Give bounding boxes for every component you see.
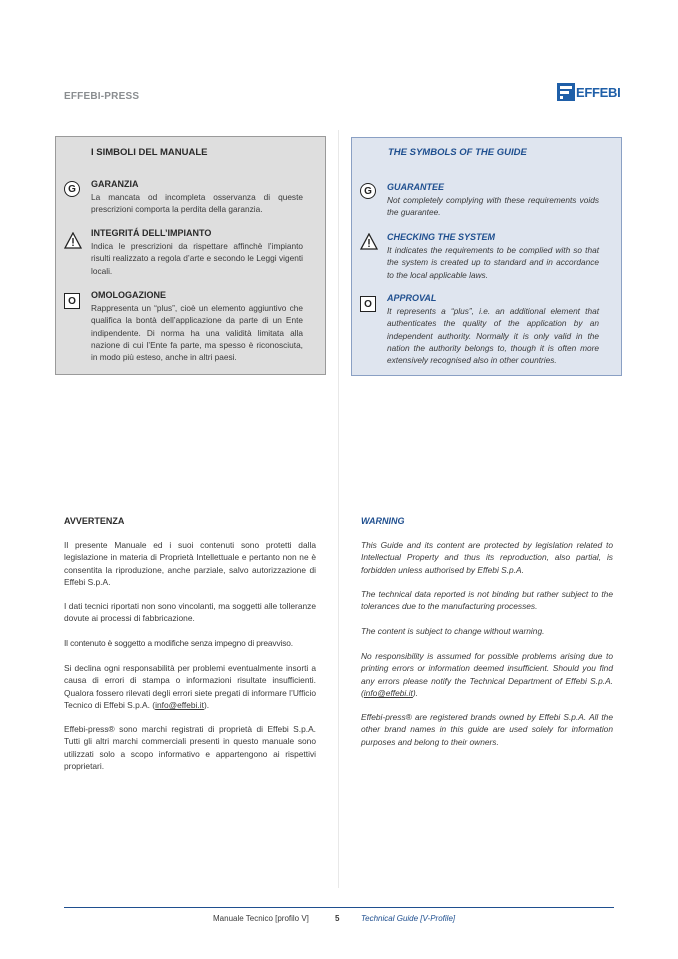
symbol-text: Rappresenta un “plus”, cioè un elemento aggiuntivo che qualifica la bontà dell’applicazione da parte di un Ente indipendente. Di norma ha una validità limitata alla nazione di cui l’Ente fa parte, ma spesso è riconosciuta, in modo più esteso, anche in altri paesi. (91, 303, 303, 363)
warning-paragraph-contact (361, 650, 613, 700)
warning-paragraph: This Guide and its content are protected by legislation related to Intellectual Property and thus its reproduction, also partial, is forbidden unless authorised by Effebi S.p.A. (361, 540, 613, 575)
symbol-text: It indicates the requirements to be complied with so that the system is created up to standard and in accordance to the local applicable laws. (387, 245, 599, 280)
symbol-guarantee (64, 179, 316, 219)
footer-rule (64, 907, 614, 908)
symbol-title: OMOLOGAZIONE (91, 290, 166, 300)
warning-title-english: WARNING (361, 516, 405, 526)
symbol-title: GUARANTEE (387, 182, 445, 192)
symbols-box-title: THE SYMBOLS OF THE GUIDE (388, 147, 527, 158)
symbol-text: La mancata od incompleta osservanza di queste prescrizioni comporta la perdita della garanzia. (91, 192, 303, 215)
warning-paragraph: Il contenuto è soggetto a modifiche senza impegno di preavviso. (64, 638, 293, 648)
warning-paragraph: Effebi-press® are registered brands owned by Effebi S.p.A. All the other brand names in this guide are used solely for information purposes and belong to their owners. (361, 712, 613, 747)
warning-triangle-icon (360, 233, 378, 251)
effebi-logo (557, 82, 621, 102)
logo-mark-icon (557, 83, 575, 101)
warning-paragraph: I dati tecnici riportati non sono vincolanti, ma soggetti alle tolleranze dovute ai processi di fabbricazione. (64, 601, 316, 624)
guarantee-g-icon: G (360, 183, 378, 201)
footer-italian-title: Manuale Tecnico [profilo V] (213, 914, 309, 923)
warning-triangle-icon (64, 232, 82, 250)
symbol-text: Not completely complying with these requirements voids the guarantee. (387, 195, 599, 218)
symbol-checking-system (360, 232, 612, 282)
contact-text: Si declina ogni responsabilità per problemi eventualmente insorti a causa di errori di stampa o informazioni risultate insufficienti. Qualora fossero rilevati degli errori siete pregati di informare l’Ufficio Tecnico di Effebi S.p.A. ( (64, 663, 316, 711)
symbol-approval (360, 293, 612, 373)
warning-title-italian: AVVERTENZA (64, 516, 125, 526)
warning-paragraph: The content is subject to change without warning. (361, 626, 545, 636)
warning-paragraph: Effebi-press® sono marchi registrati di proprietà di Effebi S.p.A. Tutti gli altri marchi commerciali presenti in questo manuale sono utilizzati solo a scopo informativo e appartengono ai rispettivi proprietari. (64, 724, 316, 772)
symbol-title: GARANZIA (91, 179, 139, 189)
symbols-box-italian (55, 136, 326, 375)
footer-english-title: Technical Guide [V-Profile] (361, 914, 456, 923)
header-brand: EFFEBI-PRESS (64, 91, 140, 102)
email-link[interactable]: info@effebi.it (155, 700, 204, 711)
symbol-text: It represents a “plus”, i.e. an additional element that authenticates the quality of the application by an independent authority. Normally it is only valid in the nation the authority belongs to, though it is often more extensively recognised also in other countries. (387, 306, 599, 366)
contact-text: No responsibility is assumed for possible problems arising due to printing errors or information deemed insufficient. Should you find any errors please notify the Technical Department of Effebi S.p.A. ( (361, 651, 613, 699)
symbol-title: CHECKING THE SYSTEM (387, 232, 496, 242)
logo-text: EFFEBI (576, 84, 621, 100)
symbol-text: Indica le prescrizioni da rispettare affinchè l’impianto risulti realizzato a regola d’arte e secondo le Leggi vigenti locali. (91, 241, 303, 276)
warning-paragraph: The technical data reported is not binding but rather subject to the tolerances due to the manufacturing processes. (361, 589, 613, 612)
symbols-box-title: I SIMBOLI DEL MANUALE (91, 147, 208, 158)
warning-paragraph-contact (64, 662, 316, 712)
symbol-approval (64, 290, 316, 370)
approval-o-icon: O (360, 296, 378, 314)
symbol-system-integrity (64, 228, 316, 278)
symbols-box-english (351, 137, 622, 376)
contact-close: ). (203, 700, 210, 711)
approval-o-icon: O (64, 293, 82, 311)
symbol-title: INTEGRITÁ DELL’IMPIANTO (91, 228, 212, 238)
contact-close: ). (412, 688, 418, 699)
symbol-guarantee (360, 182, 612, 222)
guarantee-g-icon: G (64, 181, 82, 199)
warning-paragraph: Il presente Manuale ed i suoi contenuti sono protetti dalla legislazione in materia di Proprietà Intellettuale e pertanto non ne è consentita la riproduzione, anche parziale, salvo autorizzazione di Effebi S.p.A. (64, 540, 316, 588)
symbol-title: APPROVAL (387, 293, 437, 303)
email-link[interactable]: info@effebi.it (363, 688, 413, 699)
page-number: 5 (335, 914, 340, 923)
column-divider (338, 130, 339, 888)
